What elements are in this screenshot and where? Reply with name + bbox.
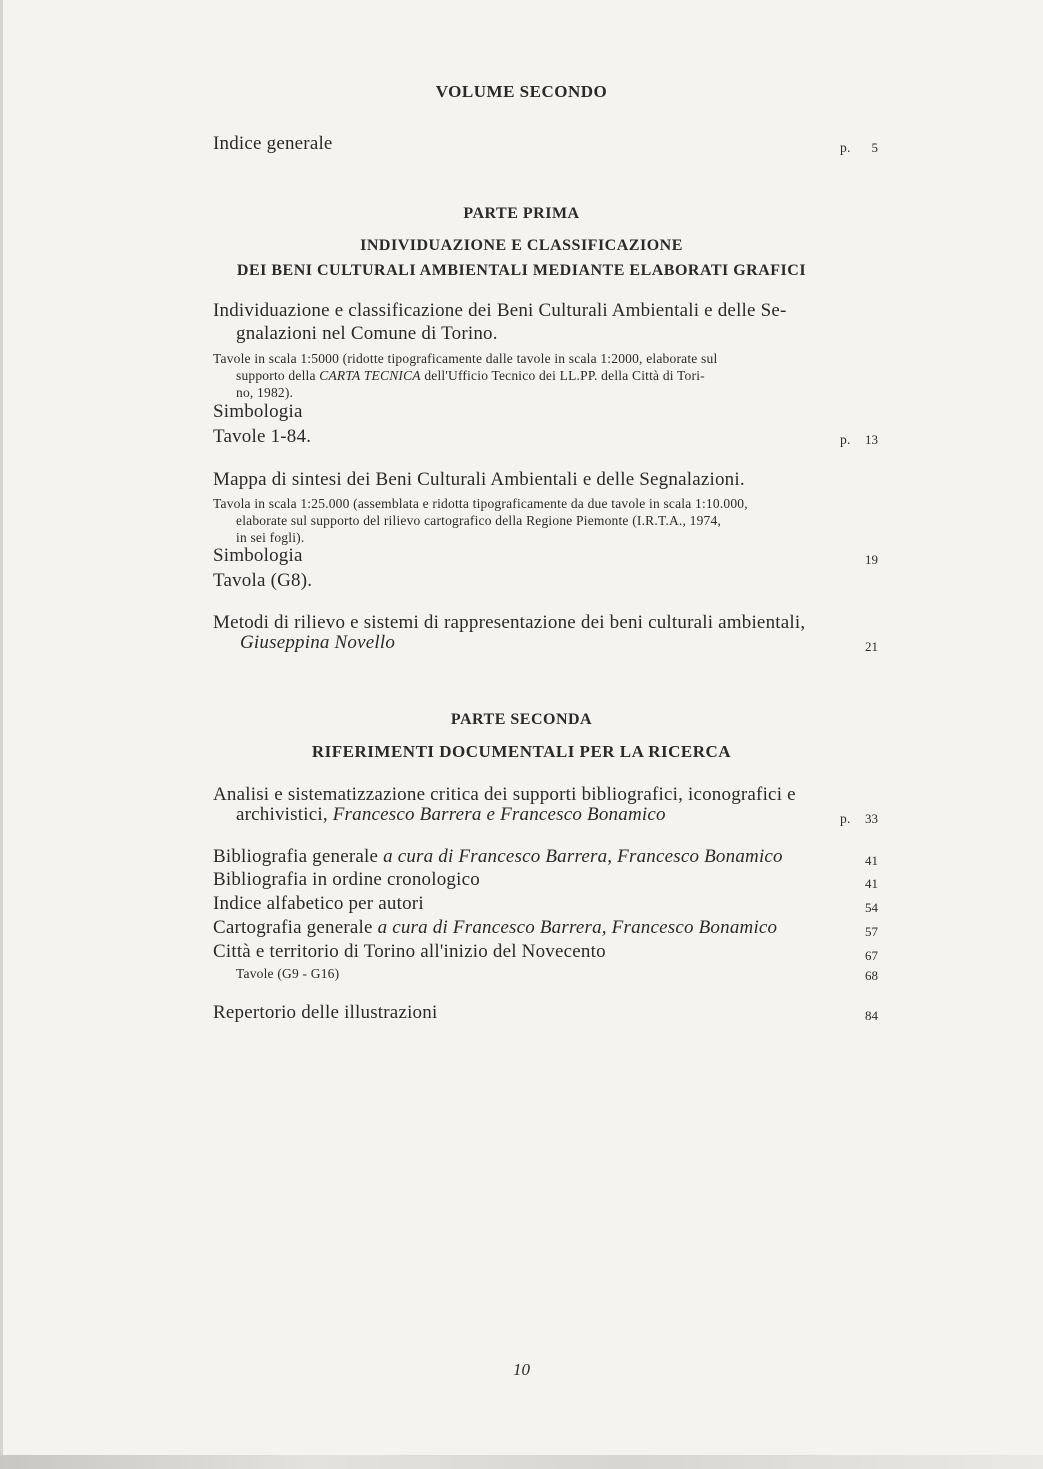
parte-prima-subtitle-1: INDIVIDUAZIONE E CLASSIFICAZIONE	[360, 237, 683, 254]
section3-page: 21	[865, 639, 878, 654]
indice-p: p.	[840, 140, 851, 155]
entry-cartografia-generale-page: 57	[865, 924, 878, 939]
entry-bibliografia-generale: Bibliografia generale a cura di Francesco Barrera, Francesco Bonamico	[213, 846, 783, 867]
section1-simbologia: Simbologia	[213, 401, 303, 422]
entry-indice-autori-page: 54	[865, 900, 878, 915]
entry-bibliografia-generale-page: 41	[865, 853, 878, 868]
section1-note2: supporto della CARTA TECNICA dell'Ufficio Tecnico dei LL.PP. della Città di Tori-	[236, 368, 705, 383]
entry-tavole-g9-g16: Tavole (G9 - G16)	[236, 966, 340, 981]
entry-repertorio-page: 84	[865, 1008, 878, 1023]
section2-note3: in sei fogli).	[236, 530, 305, 545]
section1-p: p.	[840, 432, 851, 447]
section2-note2: elaborate sul supporto del rilievo cartografico della Regione Piemonte (I.R.T.A., 1974,	[236, 513, 722, 528]
parte-seconda-title: PARTE SECONDA	[450, 711, 593, 728]
section1-note1: Tavole in scala 1:5000 (ridotte tipograficamente dalle tavole in scala 1:2000, elaborate sul	[213, 351, 718, 366]
section4-line1: Analisi e sistematizzazione critica dei supporti bibliografici, iconografici e	[213, 784, 796, 805]
entry-bibliografia-cronologica-page: 41	[865, 876, 878, 891]
entry-repertorio: Repertorio delle illustrazioni	[213, 1002, 438, 1023]
entry-bibliografia-cronologica: Bibliografia in ordine cronologico	[213, 869, 480, 890]
section2-line1: Mappa di sintesi dei Beni Culturali Ambientali e delle Segnalazioni.	[213, 469, 745, 490]
section1-page: 13	[865, 432, 878, 447]
section4-line2: archivistici, Francesco Barrera e Francesco Bonamico	[236, 804, 666, 825]
indice-label: Indice generale	[213, 133, 333, 154]
section3-author: Giuseppina Novello	[240, 632, 396, 653]
section1-line2: gnalazioni nel Comune di Torino.	[236, 323, 498, 344]
section1-line1: Individuazione e classificazione dei Beni Culturali Ambientali e delle Se-	[213, 300, 787, 321]
entry-citta-territorio: Città e territorio di Torino all'inizio del Novecento	[213, 941, 606, 962]
parte-prima-title: PARTE PRIMA	[463, 205, 580, 222]
entry-tavole-g9-g16-page: 68	[865, 968, 878, 983]
section4-p: p.	[840, 811, 851, 826]
section2-simbologia-page: 19	[865, 552, 878, 567]
page-number: 10	[513, 1360, 530, 1379]
entry-citta-territorio-page: 67	[865, 948, 878, 963]
indice-page: 5	[871, 140, 878, 155]
section1-note3: no, 1982).	[236, 385, 294, 400]
entry-cartografia-generale: Cartografia generale a cura di Francesco Barrera, Francesco Bonamico	[213, 917, 778, 938]
section1-tavole: Tavole 1-84.	[213, 426, 312, 447]
section4-page: 33	[865, 811, 878, 826]
parte-seconda-subtitle: RIFERIMENTI DOCUMENTALI PER LA RICERCA	[311, 742, 732, 761]
volume-title: VOLUME SECONDO	[435, 82, 608, 101]
section2-simbologia: Simbologia	[213, 545, 303, 566]
scan-bottom-edge	[0, 1455, 1043, 1469]
section2-tavola: Tavola (G8).	[213, 570, 313, 591]
parte-prima-subtitle-2: DEI BENI CULTURALI AMBIENTALI MEDIANTE ELABORATI GRAFICI	[236, 262, 807, 279]
entry-indice-autori: Indice alfabetico per autori	[213, 893, 424, 914]
section2-note1: Tavola in scala 1:25.000 (assemblata e ridotta tipograficamente da due tavole in scala 1:10.000,	[213, 496, 748, 511]
section3-line1: Metodi di rilievo e sistemi di rappresentazione dei beni culturali ambientali,	[213, 612, 806, 633]
